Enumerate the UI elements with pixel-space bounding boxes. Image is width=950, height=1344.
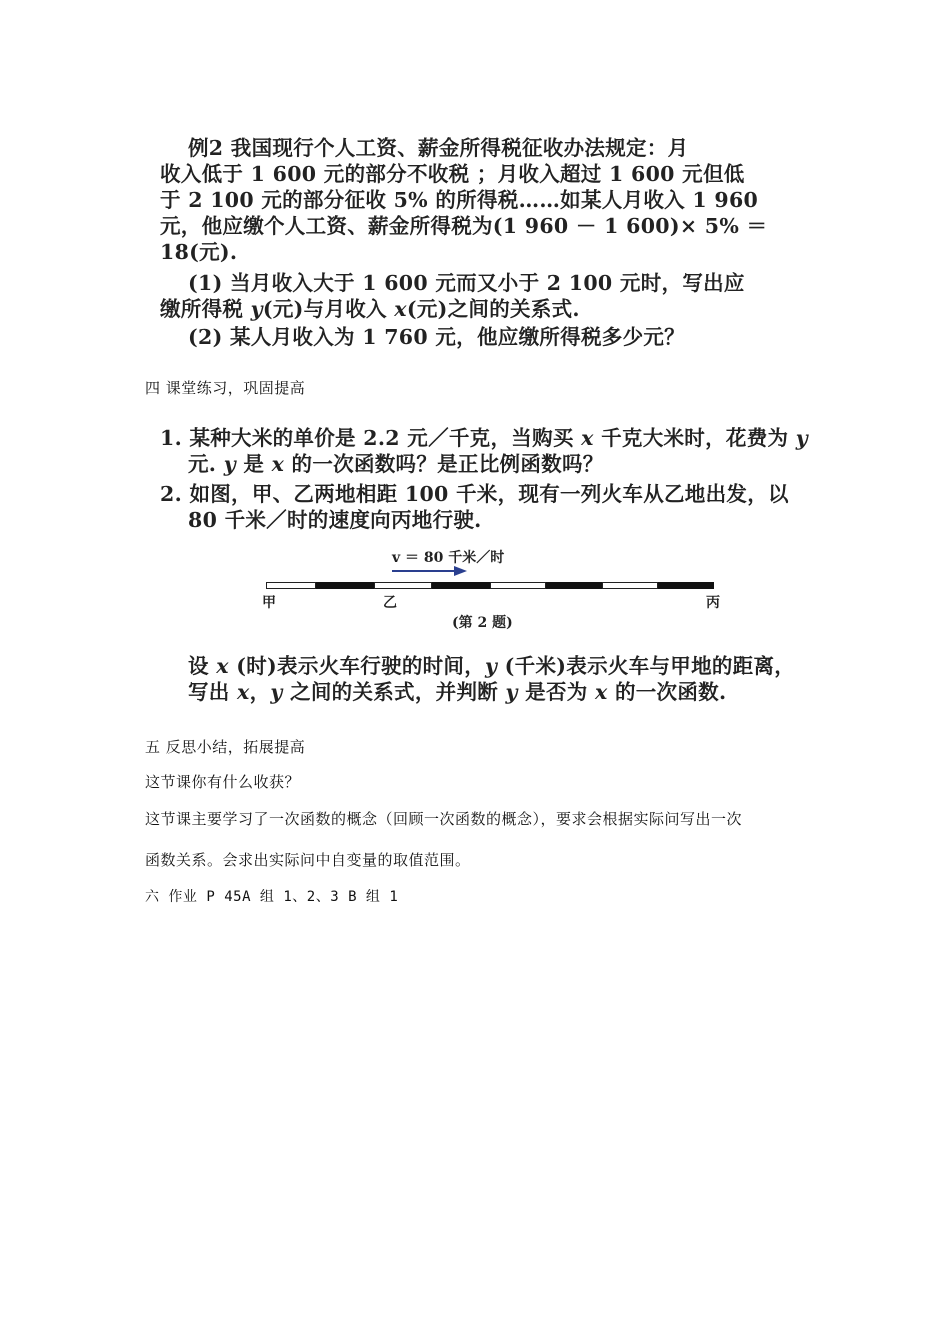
example-line-5: 18(元). <box>160 240 238 264</box>
ex2-text-g: 是否为 <box>517 680 595 704</box>
summary-line-2: 函数关系。会求出实际问中自变量的取值范围。 <box>145 851 471 869</box>
speed-label: v ＝ 80 千米／时 <box>392 550 505 566</box>
section-4-heading: 四 课堂练习，巩固提高 <box>145 379 306 397</box>
rail-segment <box>316 582 374 589</box>
rail-segment <box>546 582 602 589</box>
q1-text-b: (元)与月收入 <box>262 297 395 321</box>
rail-segment <box>602 582 658 589</box>
label-yi: 乙 <box>383 595 397 611</box>
label-jia: 甲 <box>262 595 276 611</box>
ex2-var-y: y <box>485 654 498 678</box>
section-5-heading: 五 反思小结，拓展提高 <box>145 738 306 756</box>
example-line-2: 收入低于 1 600 元的部分不收税 ；月收入超过 1 600 元但低 <box>160 162 745 186</box>
rail-segment <box>374 582 432 589</box>
ex2-text-e: ， <box>249 680 271 704</box>
label-bing: 丙 <box>706 595 720 611</box>
rail-segment <box>490 582 546 589</box>
example-line-1: 例2 我国现行个人工资、薪金所得税征收办法规定：月 <box>188 136 689 160</box>
ex2-text-h: 的一次函数. <box>607 680 727 704</box>
ex2-var-x: x <box>216 654 229 678</box>
ex1-var-x-2: x <box>271 452 285 476</box>
ex2-var-x-3: x <box>594 680 608 704</box>
exercise-2-text-line-2 <box>188 675 726 705</box>
question-1-line-2 <box>160 292 580 322</box>
ex1-text-c: 元. <box>188 452 224 476</box>
ex1-var-x: x <box>581 426 594 450</box>
ex2-var-x-2: x <box>237 680 250 704</box>
ex1-var-y-2: y <box>223 452 236 476</box>
ex2-text-d: 写出 <box>188 680 238 704</box>
homework: 六 作业 P 45A 组 1、2、3 B 组 1 <box>145 889 399 905</box>
rail-segment <box>266 582 316 589</box>
ex1-text-e: 的一次函数吗？是正比例函数吗？ <box>284 452 604 476</box>
rail-segment <box>432 582 490 589</box>
summary-line-1: 这节课主要学习了一次函数的概念（回顾一次函数的概念），要求会根据实际问写出一次 <box>145 810 743 828</box>
ex2-text-f: 之间的关系式，并判断 <box>282 680 506 704</box>
q1-var-x: x <box>394 297 407 321</box>
ex2-var-y-2: y <box>270 680 283 704</box>
example-line-4: 元，他应缴个人工资、薪金所得税为(1 960 － 1 600)× 5% ＝ <box>160 214 768 238</box>
ex1-var-y: y <box>795 426 808 450</box>
ex2-text-b: (时)表示火车行驶的时间， <box>228 654 486 678</box>
reflection-question: 这节课你有什么收获？ <box>145 773 301 791</box>
ex2-var-y-3: y <box>505 680 518 704</box>
ex1-text-d: 是 <box>235 452 272 476</box>
ex1-text-a: 1. 某种大米的单价是 2.2 元／千克，当购买 <box>160 426 582 450</box>
exercise-2-line-2: 80 千米／时的速度向丙地行驶. <box>188 508 482 532</box>
q1-text-a: 缴所得税 <box>160 297 251 321</box>
exercise-1-line-2 <box>188 447 604 477</box>
ex2-text-c: (千米)表示火车与甲地的距离， <box>497 654 796 678</box>
rail-segment <box>658 582 714 589</box>
q1-text-c: (元)之间的关系式. <box>406 297 580 321</box>
q1-var-y: y <box>250 297 263 321</box>
figure-caption: (第 2 题) <box>452 615 513 631</box>
question-1-line-1: (1) 当月收入大于 1 600 元而又小于 2 100 元时，写出应 <box>188 271 745 295</box>
ex1-text-b: 千克大米时，花费为 <box>593 426 796 450</box>
example-line-3: 于 2 100 元的部分征收 5% 的所得税……如某人月收入 1 960 <box>160 188 759 212</box>
direction-arrow-icon <box>392 565 468 577</box>
ex2-text-a: 设 <box>188 654 217 678</box>
question-2: (2) 某人月收入为 1 760 元，他应缴所得税多少元？ <box>188 325 685 349</box>
exercise-2-line-1: 2. 如图，甲、乙两地相距 100 千米，现有一列火车从乙地出发，以 <box>160 482 789 506</box>
